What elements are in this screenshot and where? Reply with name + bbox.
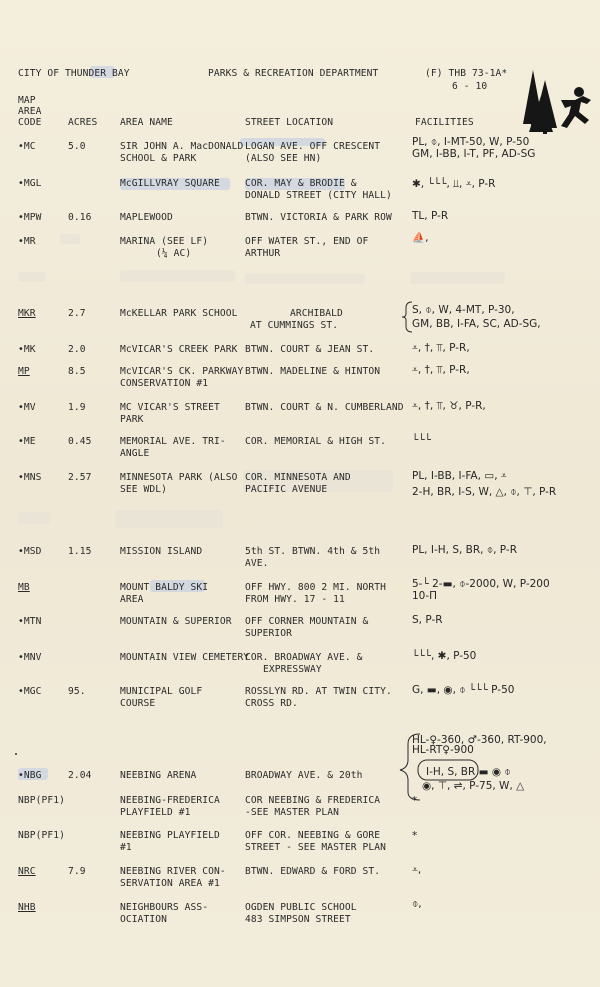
row-facilities: └└└ bbox=[412, 434, 431, 446]
row-area-name: OCIATION bbox=[120, 914, 168, 925]
row-facilities: ◉, ⊤, ⇌, P-75, W, △ bbox=[422, 780, 525, 792]
facilities-brace bbox=[400, 300, 414, 334]
row-code: MB bbox=[18, 582, 30, 593]
row-street-location: ARCHIBALD bbox=[290, 308, 343, 319]
row-street-location: COR NEEBING & FREDERICA bbox=[245, 795, 381, 806]
row-code: •MGC bbox=[18, 686, 42, 697]
row-area-name: MINNESOTA PARK (ALSO bbox=[120, 472, 238, 483]
stray-mark bbox=[12, 750, 22, 760]
row-facilities: PL, I-BB, I-FA, ▭, ⩡ bbox=[412, 470, 507, 482]
row-code: •MPW bbox=[18, 212, 42, 223]
row-facilities: S, P-R bbox=[412, 614, 443, 626]
row-acres: 2.7 bbox=[68, 308, 86, 319]
row-area-name: SERVATION AREA #1 bbox=[120, 878, 220, 889]
row-area-name: NEEBING ARENA bbox=[120, 770, 197, 781]
row-area-name: McKELLAR PARK SCHOOL bbox=[120, 308, 238, 319]
row-code: NBP(PF1) bbox=[18, 830, 66, 841]
row-street-location: 483 SIMPSON STREET bbox=[245, 914, 351, 925]
document-page: CITY OF THUNDER BAY PARKS & RECREATION DEPARTMENT (F) THB 73-1A* 6 - 10 MAP AREA CODE ACRES AREA NAME STREET LOCATION FACILITIES •MC 5.0 SIR JOHN A. MacDONALD SCHOOL & PARK LOGAN AVE. OFF CRESCENT (ALSO SEE HN) PL, ⌽, I-MT-50, W, P-50 GM, I-BB, I-T, PF, AD-SG •MGL McGILLVRAY SQUARE COR. MAY & BRODIE & DONALD STREET (CITY HALL) ✱, └└└, ⫫, ⩡, P-R •MPW 0.16 MAPLEWOOD BTWN. VICTORIA & PARK ROW TL, P-R •MR MARINA (SEE LF) (¼ AC) OFF WATER ST., END OF ARTHUR ⛵, MKR 2.7 McKELLAR PARK SCHOOL ARCHIBALD AT CUMMINGS ST. S, ⌽, W, 4-MT, P-30, GM, BB, I-FA, SC, AD-SG, •MK 2.0 McVICAR'S CREEK PARK BTWN. COURT & JEAN ST. ⩡, †, ⫪, P-R, MP 8.5 McVICAR'S CK. PARKWAY CONSERVATION #1 BTWN. MADELINE & HINTON ⩡, †, ⫪, P-R, •MV 1.9 MC VICAR'S STREET PARK BTWN. COURT & N. CUMBERLAND ⩡, †, ⫪, ♉, P-R, •ME 0.45 MEMORIAL AVE. TRI- ANGLE COR. MEMORIAL & HIGH ST. └└└ •MNS 2.57 MINNESOTA PARK (ALSO SEE WDL) COR. MINNESOTA AND PACIFIC AVENUE PL, I-BB, I-FA, ▭, ⩡ 2-H, BR, I-S, W, △, ⌽, ⊤, P-R •MSD 1.15 MISSION ISLAND 5th ST. BTWN. 4th & 5th AVE. PL, I-H, S, BR, ⌽, P-R MB MOUNT BALDY SKI AREA OFF HWY. 800 2 MI. NORTH FROM HWY. 17 - 11 5-└ 2-▬, ⌽-2000, W, P-200 10-Π •MTN MOUNTAIN & SUPERIOR OFF CORNER MOUNTAIN & SUPERIOR S, P-R •MNV MOUNTAIN VIEW CEMETERY COR. BROADWAY AVE. & EXPRESSWAY └└└, ✱, P-50 •MGC 95. MUNICIPAL GOLF COURSE ROSSLYN RD. AT TWIN CITY. CROSS RD. G, ▬, ◉, ⌽ └└└ P-50 •NBG 2.04 NEEBING ARENA BROADWAY AVE. & 20th HL-♀-360, ♂-360, RT-900, HL-RT♀-900 I-H, S, BR ▬ ◉ ⌽ ◉, ⊤, ⇌, P-75, W, △ NBP(PF1) NEEBING-FREDERICA PLAYFIELD #1 COR NEEBING & FREDERICA -SEE MASTER PLAN * NBP(PF1) NEEBING PLAYFIELD #1 OFF COR. NEEBING & GORE STREET - SEE MASTER PLAN * NRC 7.9 NEEBING RIVER CON- SERVATION AREA #1 BTWN. EDWARD & FORD ST. ⩡, NHB NEIGHBOURS ASS- OCIATION OGDEN PUBLIC SCHOOL 483 SIMPSON STREET ⌽, bbox=[0, 0, 600, 987]
row-facilities: * bbox=[412, 795, 418, 807]
city-name: CITY OF THUNDER BAY bbox=[18, 68, 130, 79]
row-code: NHB bbox=[18, 902, 36, 913]
row-facilities: 10-Π bbox=[412, 590, 438, 602]
row-street-location: COR. BROADWAY AVE. & bbox=[245, 652, 363, 663]
row-area-name: AREA bbox=[120, 594, 144, 605]
row-area-name: McVICAR'S CREEK PARK bbox=[120, 344, 238, 355]
row-acres: 8.5 bbox=[68, 366, 86, 377]
row-code: NBP(PF1) bbox=[18, 795, 66, 806]
row-street-location: SUPERIOR bbox=[245, 628, 293, 639]
row-facilities: 5-└ 2-▬, ⌽-2000, W, P-200 bbox=[412, 578, 550, 590]
row-facilities: ⛵, bbox=[412, 232, 429, 244]
row-facilities: 2-H, BR, I-S, W, △, ⌽, ⊤, P-R bbox=[412, 486, 557, 498]
row-code: MKR bbox=[18, 308, 36, 319]
row-area-name: MEMORIAL AVE. TRI- bbox=[120, 436, 226, 447]
row-facilities: HL-♀-360, ♂-360, RT-900, bbox=[412, 734, 547, 746]
row-code: •NBG bbox=[18, 770, 42, 781]
row-street-location: OFF HWY. 800 2 MI. NORTH bbox=[245, 582, 387, 593]
row-street-location: AVE. bbox=[245, 558, 269, 569]
row-acres: 0.16 bbox=[68, 212, 92, 223]
row-area-name: (¼ AC) bbox=[156, 248, 192, 259]
row-facilities: HL-RT♀-900 bbox=[412, 744, 474, 756]
row-facilities: PL, I-H, S, BR, ⌽, P-R bbox=[412, 544, 517, 556]
row-code: •MC bbox=[18, 141, 36, 152]
row-acres: 0.45 bbox=[68, 436, 92, 447]
row-code: •MSD bbox=[18, 546, 42, 557]
row-code: •MGL bbox=[18, 178, 42, 189]
row-street-location: ROSSLYN RD. AT TWIN CITY. bbox=[245, 686, 392, 697]
row-acres: 95. bbox=[68, 686, 86, 697]
row-street-location: BROADWAY AVE. & 20th bbox=[245, 770, 363, 781]
row-area-name: McGILLVRAY SQUARE bbox=[120, 178, 220, 189]
row-area-name: CONSERVATION #1 bbox=[120, 378, 209, 389]
row-code: •MV bbox=[18, 402, 36, 413]
runner-tree-logo bbox=[521, 66, 596, 138]
row-street-location: OFF COR. NEEBING & GORE bbox=[245, 830, 381, 841]
row-street-location: OFF CORNER MOUNTAIN & bbox=[245, 616, 369, 627]
row-acres: 1.15 bbox=[68, 546, 92, 557]
row-area-name: ANGLE bbox=[120, 448, 150, 459]
row-code: •MNS bbox=[18, 472, 42, 483]
row-area-name: PLAYFIELD #1 bbox=[120, 807, 191, 818]
row-street-location: BTWN. COURT & JEAN ST. bbox=[245, 344, 375, 355]
row-area-name: SCHOOL & PARK bbox=[120, 153, 197, 164]
row-facilities: TL, P-R bbox=[412, 210, 449, 222]
row-street-location: CROSS RD. bbox=[245, 698, 298, 709]
row-area-name: MOUNTAIN & SUPERIOR bbox=[120, 616, 232, 627]
row-area-name: MISSION ISLAND bbox=[120, 546, 203, 557]
row-facilities: ⩡, †, ⫪, P-R, bbox=[412, 342, 470, 354]
column-header-facilities: FACILITIES bbox=[415, 117, 474, 128]
row-street-location: DONALD STREET (CITY HALL) bbox=[245, 190, 392, 201]
row-facilities: GM, I-BB, I-T, PF, AD-SG bbox=[412, 148, 536, 160]
row-street-location: -SEE MASTER PLAN bbox=[245, 807, 340, 818]
row-area-name: SIR JOHN A. MacDONALD bbox=[120, 141, 244, 152]
row-area-name: MARINA (SEE LF) bbox=[120, 236, 209, 247]
row-area-name: MOUNTAIN VIEW CEMETERY bbox=[120, 652, 250, 663]
row-acres: 7.9 bbox=[68, 866, 86, 877]
row-street-location: STREET - SEE MASTER PLAN bbox=[245, 842, 387, 853]
row-street-location: AT CUMMINGS ST. bbox=[250, 320, 339, 331]
column-header-area-name: AREA NAME bbox=[120, 117, 173, 128]
row-acres: 5.0 bbox=[68, 141, 86, 152]
row-code: •MNV bbox=[18, 652, 42, 663]
row-facilities: ⩡, †, ⫪, ♉, P-R, bbox=[412, 400, 486, 412]
row-facilities: ⩡, bbox=[412, 864, 422, 876]
row-street-location: COR. MAY & BRODIE & bbox=[245, 178, 357, 189]
row-area-name: MUNICIPAL GOLF bbox=[120, 686, 203, 697]
row-acres: 2.04 bbox=[68, 770, 92, 781]
row-street-location: 5th ST. BTWN. 4th & 5th bbox=[245, 546, 381, 557]
column-header-street-location: STREET LOCATION bbox=[245, 117, 334, 128]
row-area-name: #1 bbox=[120, 842, 132, 853]
row-code: •MTN bbox=[18, 616, 42, 627]
row-street-location: BTWN. MADELINE & HINTON bbox=[245, 366, 381, 377]
row-facilities: └└└, ✱, P-50 bbox=[412, 650, 477, 662]
row-facilities: * bbox=[412, 830, 418, 842]
department-name: PARKS & RECREATION DEPARTMENT bbox=[208, 68, 379, 79]
facilities-bracket bbox=[398, 730, 598, 802]
row-code: •MK bbox=[18, 344, 36, 355]
row-street-location: LOGAN AVE. OFF CRESCENT bbox=[245, 141, 381, 152]
row-street-location: ARTHUR bbox=[245, 248, 281, 259]
page-number: 6 - 10 bbox=[452, 81, 488, 92]
row-code: NRC bbox=[18, 866, 36, 877]
row-street-location: EXPRESSWAY bbox=[263, 664, 322, 675]
row-street-location: OGDEN PUBLIC SCHOOL bbox=[245, 902, 357, 913]
row-street-location: OFF WATER ST., END OF bbox=[245, 236, 369, 247]
row-area-name: COURSE bbox=[120, 698, 156, 709]
row-code: •MR bbox=[18, 236, 36, 247]
row-area-name: NEEBING RIVER CON- bbox=[120, 866, 226, 877]
row-facilities: G, ▬, ◉, ⌽ └└└ P-50 bbox=[412, 684, 515, 696]
row-street-location: COR. MEMORIAL & HIGH ST. bbox=[245, 436, 387, 447]
row-facilities: ⌽, bbox=[412, 898, 422, 910]
row-street-location: FROM HWY. 17 - 11 bbox=[245, 594, 345, 605]
document-code: (F) THB 73-1A* bbox=[425, 68, 508, 79]
row-area-name: NEEBING PLAYFIELD bbox=[120, 830, 220, 841]
column-header-acres: ACRES bbox=[68, 117, 98, 128]
row-code: MP bbox=[18, 366, 30, 377]
row-acres: 1.9 bbox=[68, 402, 86, 413]
row-facilities: PL, ⌽, I-MT-50, W, P-50 bbox=[412, 136, 530, 148]
row-street-location: BTWN. VICTORIA & PARK ROW bbox=[245, 212, 392, 223]
row-facilities: S, ⌽, W, 4-MT, P-30, bbox=[412, 304, 515, 316]
row-acres: 2.0 bbox=[68, 344, 86, 355]
row-area-name: PARK bbox=[120, 414, 144, 425]
row-facilities: I-H, S, BR ▬ ◉ ⌽ bbox=[426, 766, 511, 778]
row-street-location: PACIFIC AVENUE bbox=[245, 484, 328, 495]
row-acres: 2.57 bbox=[68, 472, 92, 483]
row-area-name: McVICAR'S CK. PARKWAY bbox=[120, 366, 244, 377]
row-area-name: NEEBING-FREDERICA bbox=[120, 795, 220, 806]
row-street-location: BTWN. EDWARD & FORD ST. bbox=[245, 866, 381, 877]
row-area-name: NEIGHBOURS ASS- bbox=[120, 902, 209, 913]
row-area-name: MC VICAR'S STREET bbox=[120, 402, 220, 413]
row-area-name: SEE WDL) bbox=[120, 484, 168, 495]
row-code: •ME bbox=[18, 436, 36, 447]
row-street-location: (ALSO SEE HN) bbox=[245, 153, 322, 164]
row-area-name: MOUNT BALDY SKI bbox=[120, 582, 209, 593]
row-street-location: COR. MINNESOTA AND bbox=[245, 472, 351, 483]
row-facilities: GM, BB, I-FA, SC, AD-SG, bbox=[412, 318, 541, 330]
row-facilities: ⩡, †, ⫪, P-R, bbox=[412, 364, 470, 376]
row-street-location: BTWN. COURT & N. CUMBERLAND bbox=[245, 402, 404, 413]
row-facilities: ✱, └└└, ⫫, ⩡, P-R bbox=[412, 178, 496, 190]
row-area-name: MAPLEWOOD bbox=[120, 212, 173, 223]
